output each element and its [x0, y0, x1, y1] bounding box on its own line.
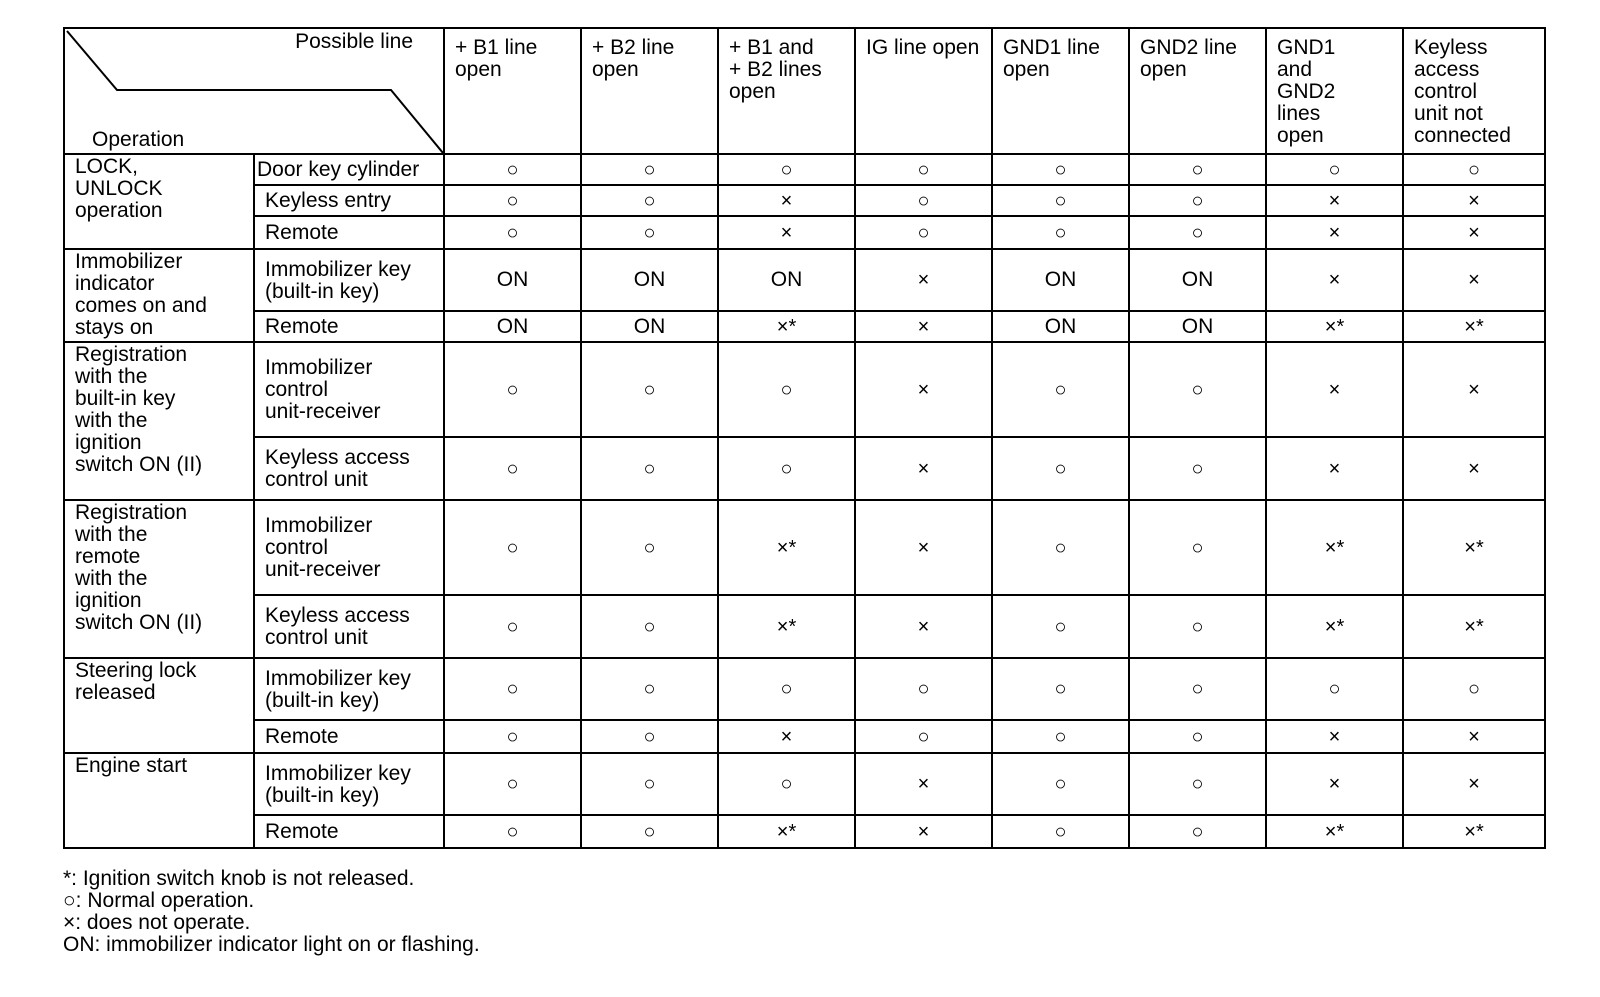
result-cell: ○ [992, 154, 1129, 185]
result-cell: × [855, 753, 992, 815]
result-cell: ○ [444, 342, 581, 437]
table-row [64, 658, 1545, 720]
result-cell: ON [581, 311, 718, 342]
result-cell: × [855, 437, 992, 500]
result-cell: × [1403, 216, 1545, 249]
diagnosis-table-container [63, 27, 1546, 849]
result-cell: ○ [581, 658, 718, 720]
sub-operation-label: Immobilizer key (built-in key) [265, 257, 411, 303]
result-cell: ○ [992, 437, 1129, 500]
result-cell: ○ [718, 753, 855, 815]
result-cell: ○ [444, 595, 581, 658]
column-header-label: GND1 line open [1003, 36, 1100, 81]
sub-operation-label: Keyless access control unit [265, 604, 410, 649]
table-row [64, 185, 1545, 216]
operation-cell [64, 249, 254, 342]
sub-operation-cell [254, 216, 444, 249]
header-row [64, 28, 1545, 154]
result-cell: ×* [1403, 311, 1545, 342]
result-cell: × [855, 815, 992, 848]
operation-cell [64, 753, 254, 848]
sub-operation-label: Remote [265, 725, 339, 748]
result-cell: ○ [718, 342, 855, 437]
result-cell: ○ [1129, 342, 1266, 437]
table-row [64, 154, 1545, 185]
table-row [64, 815, 1545, 848]
result-cell: ○ [1129, 658, 1266, 720]
result-cell: ×* [1266, 595, 1403, 658]
result-cell: × [1403, 720, 1545, 753]
result-cell: × [855, 500, 992, 595]
sub-operation-label: Door key cylinder [257, 158, 420, 181]
result-cell: ○ [1266, 658, 1403, 720]
sub-operation-cell [254, 342, 444, 437]
table-row [64, 249, 1545, 311]
result-cell: ○ [1129, 154, 1266, 185]
result-cell: ○ [1129, 815, 1266, 848]
result-cell: ○ [581, 437, 718, 500]
result-cell: ON [444, 311, 581, 342]
sub-operation-label: Remote [265, 820, 339, 843]
result-cell: ○ [1403, 154, 1545, 185]
operation-cell [64, 658, 254, 753]
result-cell: × [718, 720, 855, 753]
column-header [718, 28, 855, 154]
result-cell: × [855, 249, 992, 311]
result-cell: ○ [444, 185, 581, 216]
result-cell: ○ [581, 154, 718, 185]
sub-operation-cell [254, 500, 444, 595]
sub-operation-label: Keyless access control unit [265, 446, 410, 491]
sub-operation-label: Immobilizer key (built-in key) [265, 666, 411, 712]
result-cell: ×* [1266, 815, 1403, 848]
result-cell: ×* [1403, 500, 1545, 595]
result-cell: ○ [581, 342, 718, 437]
result-cell: × [1403, 437, 1545, 500]
result-cell: ○ [444, 658, 581, 720]
result-cell: ○ [444, 500, 581, 595]
column-header-label: Keyless access control unit not connected [1414, 36, 1511, 147]
result-cell: × [1403, 249, 1545, 311]
column-header [581, 28, 718, 154]
corner-header-cell [64, 28, 444, 154]
sub-operation-label: Remote [265, 315, 339, 338]
result-cell: ○ [992, 500, 1129, 595]
result-cell: ○ [992, 342, 1129, 437]
result-cell: ○ [992, 658, 1129, 720]
operation-cell [64, 154, 254, 249]
result-cell: ○ [444, 154, 581, 185]
result-cell: ○ [1129, 185, 1266, 216]
column-header-label: IG line open [866, 36, 980, 59]
result-cell: ○ [444, 753, 581, 815]
operation-label: Immobilizer indicator comes on and stays on [75, 250, 207, 339]
result-cell: ×* [1403, 815, 1545, 848]
sub-operation-cell [254, 249, 444, 311]
result-cell: ○ [1129, 500, 1266, 595]
result-cell: ○ [855, 720, 992, 753]
result-cell: ○ [581, 815, 718, 848]
result-cell: × [1266, 753, 1403, 815]
result-cell: × [1266, 437, 1403, 500]
sub-operation-cell [254, 815, 444, 848]
result-cell: × [855, 342, 992, 437]
column-header [1266, 28, 1403, 154]
result-cell: ○ [444, 815, 581, 848]
result-cell: ×* [1403, 595, 1545, 658]
result-cell: ○ [1129, 437, 1266, 500]
possible-line-label: Possible line [295, 30, 413, 53]
result-cell: ×* [718, 815, 855, 848]
result-cell: ×* [718, 595, 855, 658]
result-cell: ○ [444, 720, 581, 753]
result-cell: ON [1129, 249, 1266, 311]
result-cell: ON [444, 249, 581, 311]
column-header [444, 28, 581, 154]
column-header [1403, 28, 1545, 154]
result-cell: ○ [992, 815, 1129, 848]
result-cell: ○ [444, 437, 581, 500]
result-cell: ○ [1266, 154, 1403, 185]
result-cell: × [1266, 185, 1403, 216]
sub-operation-cell [254, 753, 444, 815]
result-cell: ON [718, 249, 855, 311]
result-cell: ×* [718, 500, 855, 595]
result-cell: ○ [581, 753, 718, 815]
sub-operation-label: Keyless entry [265, 189, 392, 212]
table-row [64, 595, 1545, 658]
sub-operation-cell [254, 595, 444, 658]
result-cell: ON [581, 249, 718, 311]
result-cell: ○ [1129, 753, 1266, 815]
result-cell: ○ [444, 216, 581, 249]
result-cell: ○ [855, 216, 992, 249]
sub-operation-label: Immobilizer key (built-in key) [265, 761, 411, 807]
sub-operation-label: Immobilizer control unit-receiver [265, 514, 381, 581]
result-cell: ○ [718, 154, 855, 185]
result-cell: × [1403, 753, 1545, 815]
result-cell: × [1266, 720, 1403, 753]
column-header [992, 28, 1129, 154]
sub-operation-label: Remote [265, 221, 339, 244]
diagnosis-table [63, 27, 1546, 849]
sub-operation-cell [254, 311, 444, 342]
result-cell: ○ [1129, 595, 1266, 658]
result-cell: ○ [1403, 658, 1545, 720]
column-header-label: GND2 line open [1140, 36, 1237, 81]
result-cell: ○ [581, 500, 718, 595]
sub-operation-cell [254, 437, 444, 500]
result-cell: ○ [581, 720, 718, 753]
result-cell: ○ [718, 437, 855, 500]
operation-label: Steering lock released [75, 659, 197, 704]
result-cell: ○ [992, 216, 1129, 249]
sub-operation-cell [254, 658, 444, 720]
table-row [64, 342, 1545, 437]
result-cell: ○ [1129, 720, 1266, 753]
sub-operation-cell [254, 154, 444, 185]
column-header [855, 28, 992, 154]
operation-cell [64, 342, 254, 500]
result-cell: × [855, 595, 992, 658]
result-cell: × [1266, 216, 1403, 249]
operation-label: LOCK, UNLOCK operation [75, 155, 163, 222]
result-cell: ○ [992, 185, 1129, 216]
result-cell: × [855, 311, 992, 342]
result-cell: ON [992, 249, 1129, 311]
column-header-label: + B2 line open [592, 36, 675, 81]
result-cell: ○ [581, 185, 718, 216]
operation-label: Operation [92, 128, 185, 151]
table-row [64, 216, 1545, 249]
result-cell: × [1266, 249, 1403, 311]
result-cell: ON [1129, 311, 1266, 342]
column-header-label: GND1 and GND2 lines open [1277, 36, 1336, 147]
result-cell: ○ [718, 658, 855, 720]
column-header-label: + B1 line open [455, 36, 538, 81]
result-cell: × [718, 185, 855, 216]
table-row [64, 753, 1545, 815]
result-cell: ×* [718, 311, 855, 342]
column-header [1129, 28, 1266, 154]
result-cell: ○ [992, 720, 1129, 753]
result-cell: ○ [1129, 216, 1266, 249]
table-row [64, 311, 1545, 342]
operation-label: Engine start [75, 754, 188, 777]
result-cell: ON [992, 311, 1129, 342]
operation-cell [64, 500, 254, 658]
result-cell: × [1403, 185, 1545, 216]
table-row [64, 720, 1545, 753]
result-cell: ○ [581, 216, 718, 249]
operation-label: Registration with the built-in key with the ignition switch ON (II) [75, 343, 203, 476]
result-cell: ○ [581, 595, 718, 658]
legend-item: ON: immobilizer indicator light on or flashing. [63, 933, 480, 956]
legend-item: ×: does not operate. [63, 911, 251, 934]
sub-operation-cell [254, 185, 444, 216]
result-cell: ○ [992, 753, 1129, 815]
table-row [64, 437, 1545, 500]
result-cell: ×* [1266, 311, 1403, 342]
result-cell: ×* [1266, 500, 1403, 595]
legend [63, 868, 480, 956]
result-cell: × [1266, 342, 1403, 437]
sub-operation-label: Immobilizer control unit-receiver [265, 356, 381, 423]
result-cell: ○ [855, 658, 992, 720]
legend-item: *: Ignition switch knob is not released. [63, 867, 415, 890]
result-cell: ○ [992, 595, 1129, 658]
operation-label: Registration with the remote with the ignition switch ON (II) [75, 501, 203, 634]
result-cell: × [1403, 342, 1545, 437]
result-cell: ○ [855, 185, 992, 216]
result-cell: × [718, 216, 855, 249]
sub-operation-cell [254, 720, 444, 753]
table-row [64, 500, 1545, 595]
column-header-label: + B1 and + B2 lines open [729, 36, 822, 103]
legend-item: ○: Normal operation. [63, 889, 255, 912]
result-cell: ○ [855, 154, 992, 185]
